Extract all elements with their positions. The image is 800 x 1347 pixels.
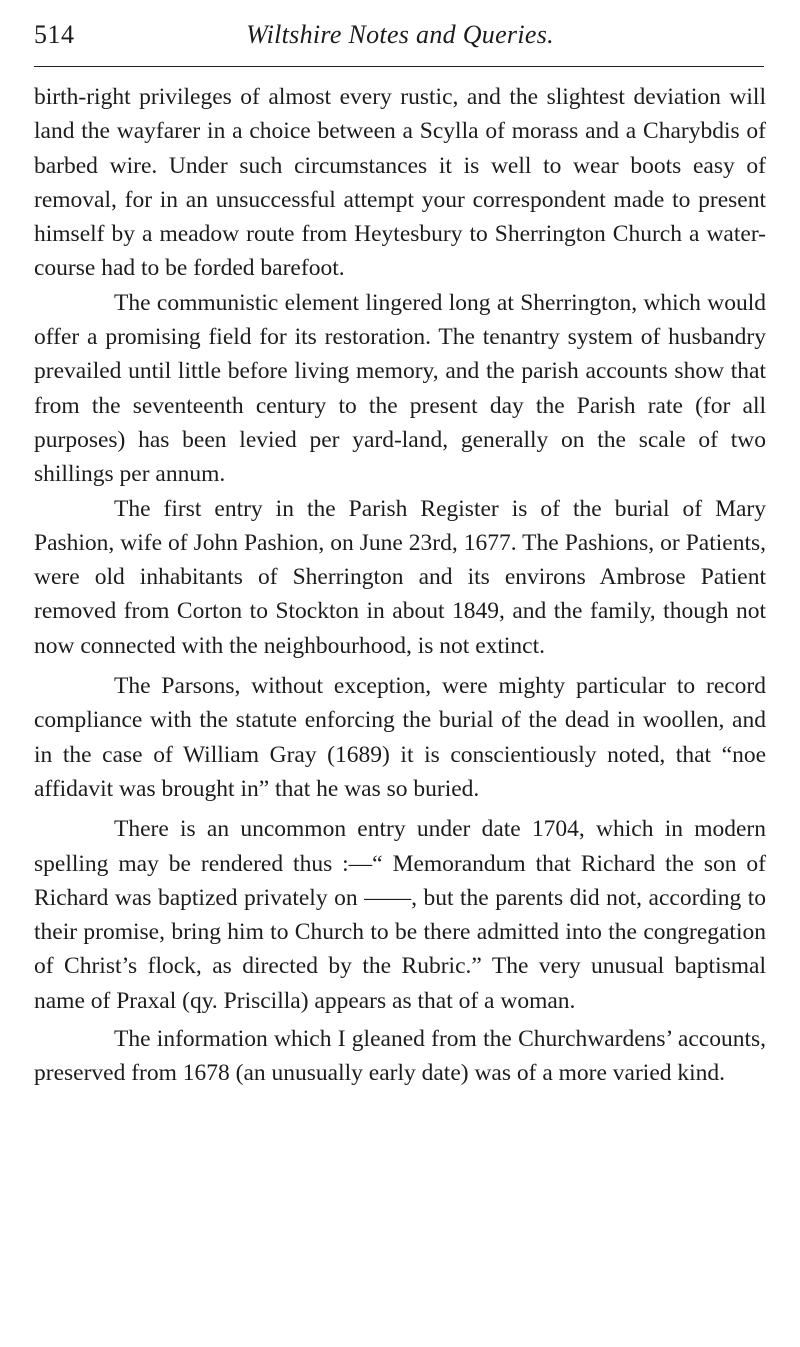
body-text [34,80,766,1091]
paragraph-6: The information which I gleaned from the Churchwardens’ accounts, preserved from 1678 (an unusually early date) was of a more varied kind. [34,1026,766,1087]
paragraph-5: There is an uncommon entry under date 1704, which in modern spelling may be rendered thus :—“ Memorandum that Richard the son of Richard was baptized privately on ——, but the parents did not, according to their promise, bring him to Church to be there admitted into the congregation of Christ’s flock, as directed by the Rubric.” The very unusual baptismal name of Praxal (qy. Priscilla) appears as that of a woman. [34,816,766,1014]
header-rule [34,66,764,67]
paragraph-1: birth-right privileges of almost every rustic, and the slightest deviation will land the wayfarer in a choice between a Scylla of morass and a Charybdis of barbed wire. Under such circumstances it is well to wear boots easy of removal, for in an unsuccessful attempt your correspondent made to present himself by a meadow route from Heytesbury to Sherrington Church a water-course had to be forded barefoot. [34,84,766,282]
paragraph-2: The communistic element lingered long at Sherrington, which would offer a promising field for its restoration. The tenantry system of husbandry prevailed until little before living memory, and the parish accounts show that from the seventeenth century to the present day the Parish rate (for all purposes) has been levied per yard-land, generally on the scale of two shillings per annum. [34,289,766,488]
paragraph-4: The Parsons, without exception, were mighty particular to record compliance with the statute enforcing the burial of the dead in woollen, and in the case of William Gray (1689) it is conscientiously noted, that “noe affidavit was brought in” that he was so buried. [34,673,766,802]
running-head [34,16,766,56]
paragraph-3: The first entry in the Parish Register is of the burial of Mary Pashion, wife of John Pashion, on June 23rd, 1677. The Pashions, or Patients, were old inhabitants of Sherrington and its environs Ambrose Patient removed from Corton to Stockton in about 1849, and the family, though not now connected with the neighbourhood, is not extinct. [34,495,766,659]
journal-title: Wiltshire Notes and Queries. [246,20,554,49]
page-number: 514 [34,20,75,49]
